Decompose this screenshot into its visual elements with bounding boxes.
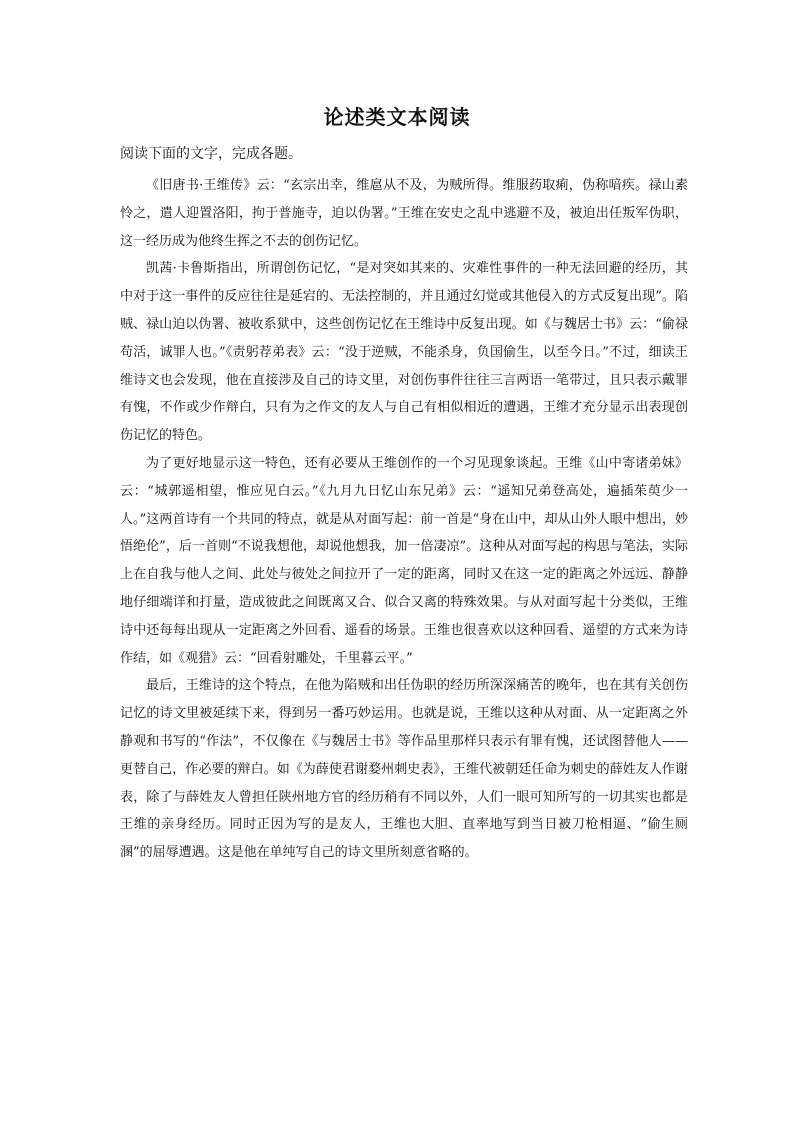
paragraph-3: 为了更好地显示这一特色，还有必要从王维创作的一个习见现象谈起。王维《山中寄诸弟妹》云：“城郭遥相望，惟应见白云。”《九月九日忆山东兄弟》云：“遥知兄弟登高处，遍插茱萸少一人。”这两首诗有一个共同的特点，就是从对面写起：前一首是“身在山中，却从山外人眼中想出，妙悟绝伦”，后一首则“不说我想他，却说他想我，加一倍凄凉”。这种从对面写起的构思与笔法，实际上在自我与他人之间、此处与彼处之间拉开了一定的距离，同时又在这一定的距离之外远远、静静地仔细端详和打量，造成彼此之间既离又合、似合又离的特殊效果。与从对面写起十分类似，王维诗中还每每出现从一定距离之外回看、遥看的场景。王维也很喜欢以这种回看、遥望的方式来为诗作结，如《观猎》云：“回看射雕处，千里暮云平。” [120,455,688,666]
paragraph-2: 凯茜·卡鲁斯指出，所谓创伤记忆，“是对突如其来的、灾难性事件的一种无法回避的经历，其中对于这一事件的反应往往是延宕的、无法控制的，并且通过幻觉或其他侵入的方式反复出现”。陷贼、禄山迫以伪署、被收系狱中，这些创伤记忆在王维诗中反复出现。如《与魏居士书》云：“偷禄苟活，诚罪人也。”《责躬荐弟表》云：“没于逆贼，不能杀身，负国偷生，以至今日。”不过，细读王维诗文也会发现，他在直接涉及自己的诗文里，对创伤事件往往三言两语一笔带过，且只表示戴罪有愧，不作或少作辩白，只有为之作文的友人与自己有相似相近的遭遇，王维才充分显示出表现创伤记忆的特色。 [120,261,688,444]
paragraph-4: 最后，王维诗的这个特点，在他为陷贼和出任伪职的经历所深深痛苦的晚年，也在其有关创伤记忆的诗文里被延续下来，得到另一番巧妙运用。也就是说，王维以这种从对面、从一定距离之外静观和书写的“作法”，不仅像在《与魏居士书》等作品里那样只表示有罪有愧，还试图替他人——更替自己，作必要的辩白。如《为薛使君谢婺州刺史表》，王维代被朝廷任命为刺史的薛姓友人作谢表，除了与薛姓友人曾担任陕州地方官的经历稍有不同以外，人们一眼可知所写的一切其实也都是王维的亲身经历。同时正因为写的是友人，王维也大胆、直率地写到当日被刀枪相逼、“偷生厕溷”的屈辱遭遇。这是他在单纯写自己的诗文里所刻意省略的。 [120,678,688,861]
article-body [120,172,688,867]
paragraph-1: 《旧唐书·王维传》云：“玄宗出幸，维扈从不及，为贼所得。维服药取痢，伪称喑疾。禄山素怜之，遣人迎置洛阳，拘于普施寺，迫以伪署。”王维在安史之乱中逃避不及，被迫出任叛军伪职，这一经历成为他终生挥之不去的创伤记忆。 [120,178,688,249]
instruction-text: 阅读下面的文字，完成各题。 [120,146,302,162]
page-title: 论述类文本阅读 [323,105,471,129]
